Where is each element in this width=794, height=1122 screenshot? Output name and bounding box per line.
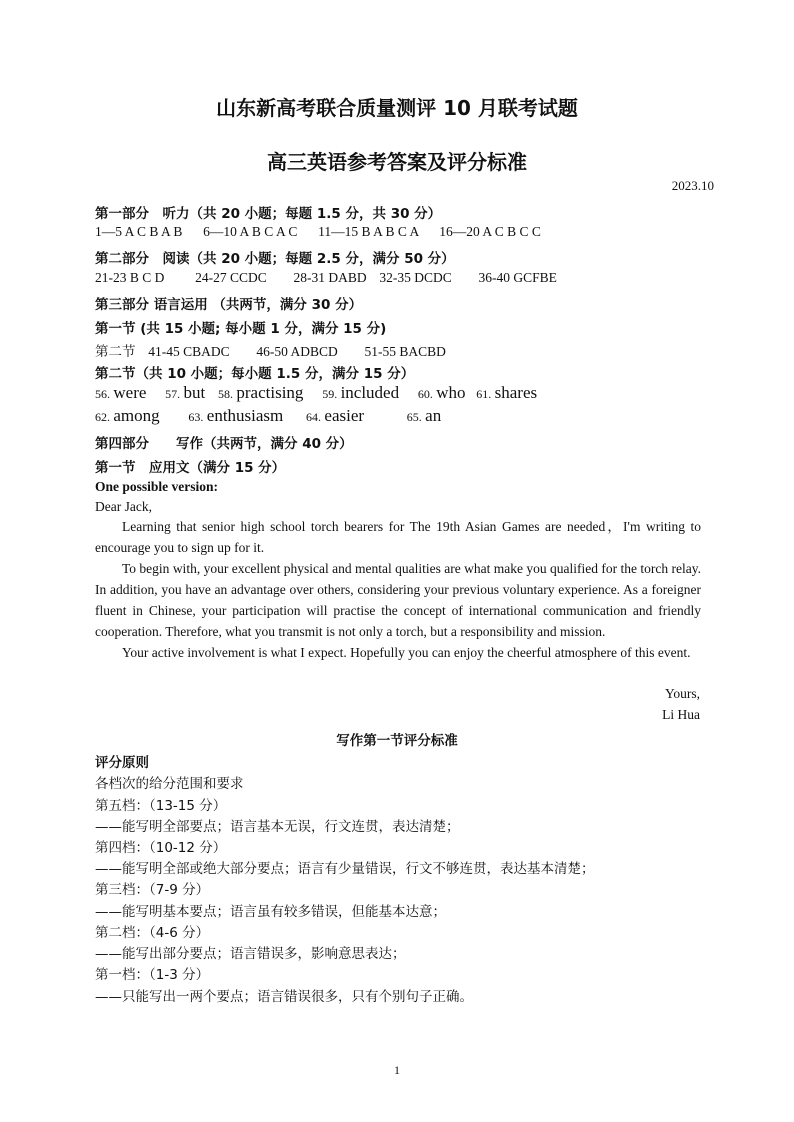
item-number: 61. [476, 387, 492, 401]
level-label: 第二档：（4-6 分） [95, 925, 210, 941]
letter-paragraph-3: Your active involvement is what I expect. Hopefully you can enjoy the cheerful atmosphere of this event. [122, 645, 691, 660]
item-answer: were [113, 383, 147, 402]
page-number: 1 [394, 1063, 400, 1077]
item-answer: an [425, 406, 442, 425]
level-description: ——能写明全部或绝大部分要点；语言有少量错误，行文不够连贯，表达基本清楚； [95, 861, 595, 877]
page-subtitle: 高三英语参考答案及评分标准 [267, 150, 527, 174]
part1-heading: 第一部分 听力（共 20 小题；每题 1.5 分，共 30 分） [95, 206, 442, 222]
item-answer: included [340, 383, 400, 402]
item-number: 62. [95, 410, 110, 424]
answer-group: 51-55 BACBD [364, 344, 446, 359]
part1-answers [95, 224, 541, 240]
letter-paragraph-1: Learning that senior high school torch bearers for The 19th Asian Games are needed，I'm writing to encourage you to sign up for it. [95, 519, 701, 555]
item-answer: easier [324, 406, 365, 425]
item-answer: shares [494, 383, 538, 402]
item-answer: among [113, 406, 160, 425]
letter-paragraph-2: To begin with, your excellent physical and mental qualities are what make you qualified for the torch relay. In addition, you have an advantage over others, considering your previous voluntary experience. As a foreigner fluent in Chinese, your participation will practise the concept of international communication and friendly cooperation. Therefore, what you transmit is not only a torch, but a responsibility and mission. [95, 561, 701, 639]
answer-group: 46-50 ADBCD [256, 344, 338, 359]
item-answer: who [436, 383, 466, 402]
answer-group: 16—20 A C B C C [439, 224, 541, 239]
answer-group: 32-35 DCDC [379, 270, 452, 285]
section-label: 第二节 [95, 344, 136, 360]
part2-answers [95, 270, 557, 286]
page-title: 山东新高考联合质量测评 10 月联考试题 [216, 96, 578, 120]
item-answer: enthusiasm [206, 406, 284, 425]
item-number: 65. [406, 410, 422, 424]
answer-group: 41-45 CBADC [148, 344, 230, 359]
fill-in-row-1 [95, 383, 537, 403]
answer-group: 28-31 DABD [293, 270, 367, 285]
answer-group: 21-23 B C D [95, 270, 165, 285]
criteria-title: 写作第一节评分标准 [336, 733, 458, 749]
item-answer: practising [236, 383, 304, 402]
letter-greeting: Dear Jack, [95, 499, 152, 514]
answer-group: 1—5 A C B A B [95, 224, 183, 239]
level-description: ——能写出部分要点；语言错误多，影响意思表达； [95, 946, 406, 962]
part3-heading: 第三部分 语言运用 （共两节，满分 30 分） [95, 297, 363, 313]
part4-section1-heading: 第一节 应用文（满分 15 分） [95, 460, 286, 476]
answer-group: 6—10 A B C A C [203, 224, 298, 239]
level-description: ——只能写出一两个要点；语言错误很多，只有个别句子正确。 [95, 989, 473, 1005]
item-number: 56. [95, 387, 110, 401]
item-answer: but [183, 383, 206, 402]
item-number: 58. [218, 387, 234, 401]
item-number: 59. [322, 387, 338, 401]
part2-heading: 第二部分 阅读（共 20 小题；每题 2.5 分，满分 50 分） [95, 251, 455, 267]
answer-group: 11—15 B A B C A [318, 224, 419, 239]
level-description: ——能写明基本要点；语言虽有较多错误，但能基本达意； [95, 904, 446, 920]
item-number: 64. [306, 410, 322, 424]
part3-section2-heading: 第二节（共 10 小题；每小题 1.5 分，满分 15 分） [95, 366, 415, 382]
level-label: 第四档：（10-12 分） [95, 840, 227, 856]
level-description: ——能写明全部要点；语言基本无误，行文连贯，表达清楚； [95, 819, 460, 835]
part3-section1-heading: 第一节 (共 15 小题; 每小题 1 分，满分 15 分) [95, 321, 387, 337]
level-label: 第三档：（7-9 分） [95, 882, 210, 898]
level-label: 第五档：（13-15 分） [95, 798, 227, 814]
letter-signature: Li Hua [662, 707, 700, 722]
date: 2023.10 [671, 178, 714, 193]
fill-in-row-2 [95, 406, 441, 426]
item-number: 60. [417, 387, 433, 401]
criteria-principle: 评分原则 [95, 755, 149, 771]
criteria-range-intro: 各档次的给分范围和要求 [95, 776, 244, 792]
version-label: One possible version: [95, 479, 219, 494]
part3-section1-answers [95, 340, 446, 360]
answer-group: 24-27 CCDC [195, 270, 267, 285]
item-number: 63. [188, 410, 204, 424]
part4-heading: 第四部分 写作（共两节，满分 40 分） [95, 436, 353, 452]
answer-group: 36-40 GCFBE [478, 270, 557, 285]
item-number: 57. [165, 387, 181, 401]
letter-closing: Yours, [664, 686, 700, 701]
level-label: 第一档：（1-3 分） [95, 967, 210, 983]
